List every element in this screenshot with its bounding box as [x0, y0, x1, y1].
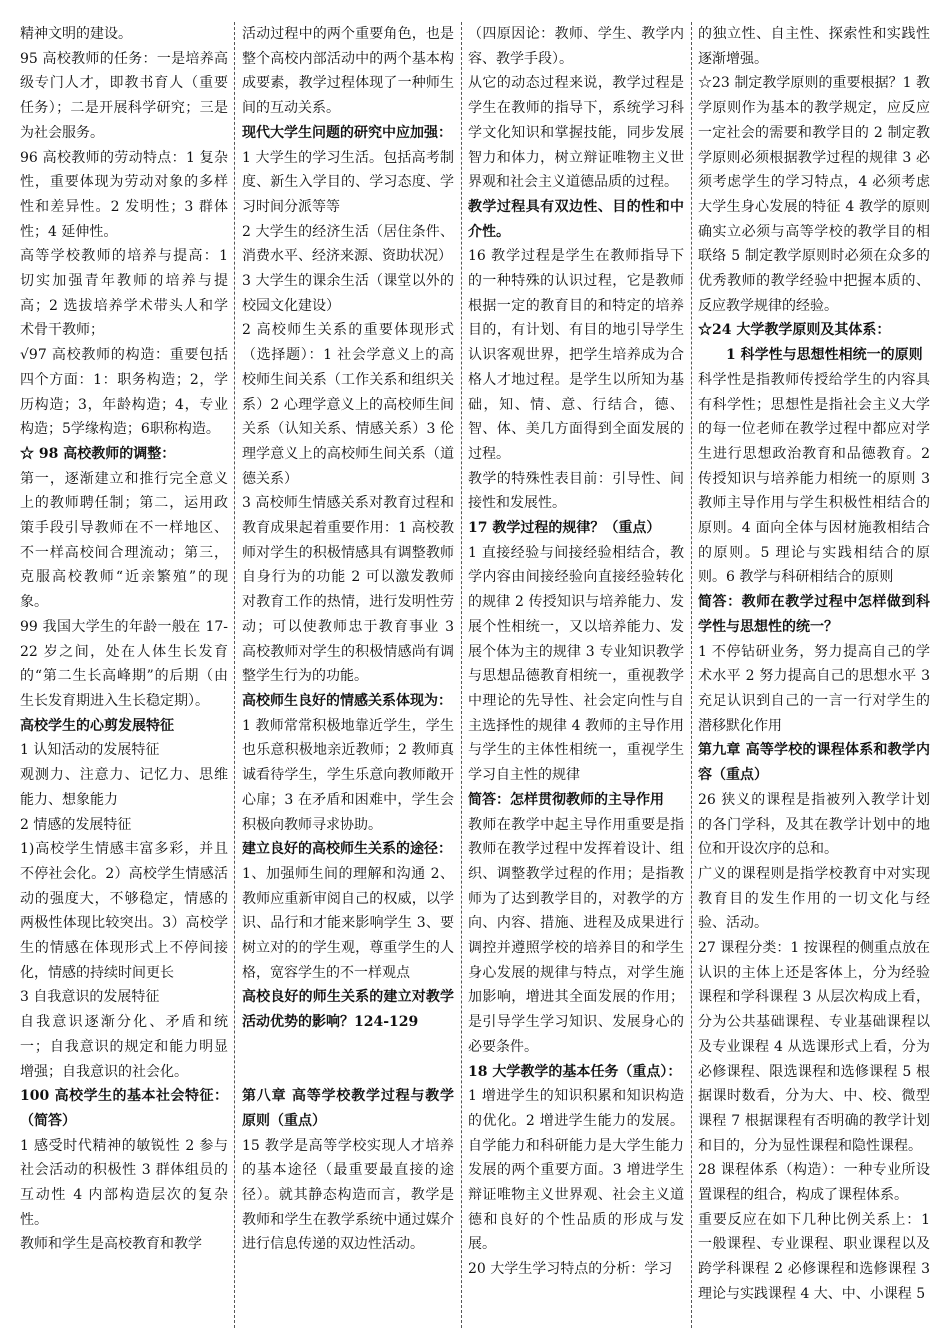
paragraph: 第一，逐渐建立和推行完全意义上的教师聘任制；第二，运用政策手段引导教师在不一样地区、不一样高校间合理流动；第三，克服高校教师“近亲繁殖”的现象。: [20, 470, 228, 611]
paragraph: 高等学校教师的培养与提高：1 切实加强青年教师的培养与提高；2 选拔培养学术带头人和学术骨干教师；: [20, 248, 228, 339]
paragraph: 2 高校师生关系的重要体现形式（选择题）：1 社会学意义上的高校师生间关系（工作关系和组织关系）2 心理学意义上的高校师生间关系（认知关系、情感关系）3 伦理学意义上的高校师生间关系（道德关系）: [242, 322, 454, 487]
heading: 教学过程具有双边性、目的性和中介性。: [468, 198, 684, 240]
paragraph: 20 大学生学习特点的分析：学习: [468, 1261, 673, 1278]
column-divider: [234, 22, 235, 1328]
paragraph: 精神文明的建设。: [20, 26, 132, 42]
heading: 17 教学过程的规律？（重点）: [468, 520, 661, 537]
heading: 简答：怎样贯彻教师的主导作用: [468, 791, 664, 808]
paragraph: 28 课程体系（构造）：一种专业所设置课程的组合，构成了课程体系。: [698, 1162, 930, 1204]
column-2: [242, 22, 454, 1328]
paragraph: 27 课程分类：1 按课程的侧重点放在认识的主体上还是客体上，分为经验课程和学科课程 3 从层次构成上看，分为公共基础课程、专业基础课程以及专业课程 4 从选课形式上看，分为必修课程、限选课程和选修课程 5 根据课时数看，分为大、中、校、微型课程 7 根据课程有否明确的教学计划和目的，分为显性课程和隐性课程。: [698, 940, 930, 1154]
column-4: [698, 22, 930, 1328]
heading: ☆24 大学教学原则及其体系：: [698, 322, 891, 339]
column-1: [20, 22, 228, 1328]
paragraph: 自我意识逐渐分化、矛盾和统一；自我意识的规定和能力明显增强；自我意识的社会化。: [20, 1014, 228, 1080]
spacer: [242, 1035, 454, 1060]
heading: 高校学生的心剪发展特征: [20, 717, 174, 734]
paragraph: 活动过程中的两个重要角色，也是整个高校内部活动中的两个基本构成要素，教学过程体现了一种师生间的互动关系。: [242, 26, 454, 117]
spacer: [242, 1060, 454, 1085]
paragraph: 15 教学是高等学校实现人才培养的基本途径（最重要最直接的途径）。就其静态构造而言，教学是教师和学生在教学系统中通过媒介进行信息传递的双边性活动。: [242, 1137, 454, 1253]
paragraph: 3 高校师生情感关系对教育过程和教育成果起着重要作用：1 高校教师对学生的积极情感具有调整教师自身行为的功能 2 可以激发教师对教育工作的热情，进行发明性劳动；可以使教师忠于教育事业 3 高校教师对学生的积极情感尚有调整学生行为的功能。: [242, 495, 454, 685]
paragraph: 重要反应在如下几种比例关系上：1 一般课程、专业课程、职业课程以及跨学科课程 2 必修课程和选修课程 3 理论与实践课程 4 大、中、小课程 5: [698, 1211, 930, 1302]
paragraph: 观测力、注意力、记忆力、思维能力、想象能力: [20, 767, 228, 808]
column-divider: [461, 22, 462, 1328]
paragraph: 2 情感的发展特征: [20, 816, 132, 833]
paragraph: ☆23 制定教学原则的重要根据？1 教学原则作为基本的教学规定，应反应一定社会的需要和教学目的 2 制定教学原则必须根据教学过程的规律 3 必须考虑学生的学习特点，4 必须考虑大学生身心发展的特征 4 教学的原则确实立必须与高等学校的教学目的相联络 5 制定教学原则时必须在众多的优秀教师的教学经验中把握本质的、反应教学规律的经验。: [698, 75, 930, 314]
paragraph: 95 高校教师的任务：一是培养高级专门人才，即教书育人（重要任务）；二是开展科学研究；三是为社会服务。: [20, 50, 228, 141]
heading: 100 高校学生的基本社会特征：（简答）: [20, 1088, 228, 1129]
paragraph: 科学性是指教师传授给学生的内容具有科学性；思想性是指社会主义大学的每一位老师在教学过程中都应对学生进行思想政治教育和品德教育。2 传授知识与培养能力相统一的原则 3 教师主导作用与学生积极性相结合的原则。4 面向全体与因材施教相结合的原则。5 理论与实践相结合的原则。6 教学与科研相结合的原则: [698, 371, 930, 586]
paragraph: 1 认知活动的发展特征: [20, 742, 160, 759]
heading: 现代大学生问题的研究中应加强：: [242, 124, 452, 141]
paragraph: 1 不停钻研业务，努力提高自己的学术水平 2 努力提高自己的思想水平 3 充足认识到自己的一言一行对学生的潜移默化作用: [698, 643, 930, 734]
document-page: [18, 22, 934, 1328]
paragraph: 1、加强师生间的理解和沟通 2、教师应重新审阅自己的权威，以学识、品行和才能来影响学生 3、要树立对的的学生观，尊重学生的人格，宽容学生的不一样观点: [242, 865, 454, 981]
column-3: [468, 22, 684, 1328]
paragraph: 16 教学过程是学生在教师指导下的一种特殊的认识过程，它是教师根据一定的教育目的和特定的培养目的，有计划、有目的地引导学生认识客观世界，把学生培养成为合格人才地过程。是学生以所知为基础，知、情、意、行结合，德、智、体、美几方面得到全面发展的过程。: [468, 248, 684, 462]
paragraph: 2 大学生的经济生活（居住条件、消费水平、经济来源、资助状况）: [242, 223, 454, 265]
heading: 建立良好的高校师生关系的途径：: [242, 841, 452, 858]
paragraph: 的独立性、自主性、探索性和实践性逐渐增强。: [698, 26, 930, 67]
paragraph: 教学的特殊性表目前：引导性、间接性和发展性。: [468, 470, 684, 512]
heading: 高校良好的师生关系的建立对教学活动优势的影响？124-129: [242, 989, 454, 1031]
paragraph: 1 感受时代精神的敏锐性 2 参与社会活动的积极性 3 群体组员的互动性 4 内部构造层次的复杂性。: [20, 1137, 228, 1228]
paragraph: 3 大学生的课余生活（课堂以外的校园文化建设）: [242, 273, 454, 314]
heading: 1 科学性与思想性相统一的原则: [726, 347, 923, 364]
paragraph: 1 教师常常积极地靠近学生，学生也乐意积极地亲近教师；2 教师真诚看待学生，学生乐意向教师敞开心扉；3 在矛盾和困难中，学生会积极向教师寻求协助。: [242, 717, 454, 833]
heading: 高校师生良好的情感关系体现为：: [242, 692, 452, 709]
column-divider: [691, 22, 692, 1328]
paragraph: 1 增进学生的知识积累和知识构造的优化。2 增进学生能力的发展。自学能力和科研能力是大学生能力发展的两个重要方面。3 增进学生辩证唯物主义世界观、社会主义道德和良好的个性品质的形成与发展。: [468, 1088, 684, 1253]
paragraph: （四原因论：教师、学生、教学内容、教学手段）。: [468, 26, 684, 67]
paragraph: 广义的课程则是指学校教育中对实现教育目的发生作用的一切文化与经验、活动。: [698, 865, 930, 932]
paragraph: 99 我国大学生的年龄一般在 17-22 岁之间，处在人体生长发育的“第二生长高峰期”的后期（由生长发育期进入生长稳定期）。: [20, 618, 228, 709]
chapter-heading: 第八章 高等学校教学过程与教学原则（重点）: [242, 1088, 454, 1129]
paragraph: 3 自我意识的发展特征: [20, 989, 160, 1006]
paragraph: 教师和学生是高校教育和教学: [20, 1236, 202, 1253]
heading: ☆ 98 高校教师的调整：: [20, 445, 176, 462]
paragraph: √97 高校教师的构造：重要包括四个方面：1：职务构造；2，学历构造；3，年龄构造；4，专业构造；5学缘构造；6职称构造。: [20, 347, 228, 438]
paragraph: 26 狭义的课程是指被列入教学计划的各门学科，及其在教学计划中的地位和开设次序的总和。: [698, 791, 930, 858]
heading: 18 大学教学的基本任务（重点）：: [468, 1063, 682, 1080]
paragraph: 从它的动态过程来说，教学过程是学生在教师的指导下，系统学习科学文化知识和掌握技能，同步发展智力和体力，树立辩证唯物主义世界观和社会主义道德品质的过程。: [468, 75, 684, 191]
chapter-heading: 第九章 高等学校的课程体系和教学内容（重点）: [698, 742, 930, 784]
paragraph: 教师在教学中起主导作用重要是指教师在教学过程中发挥着设计、组织、调整教学过程的作用；是指教师为了达到教学目的，对教学的方向、内容、措施、进程及成果进行调控并遵照学校的培养目的和学生身心发展的规律与特点，对学生施加影响，增进其全面发展的作用；是引导学生学习知识、发展身心的必要条件。: [468, 816, 684, 1055]
heading: 简答：教师在教学过程中怎样做到科学性与思想性的统一？: [698, 594, 930, 635]
paragraph: 1 直接经验与间接经验相结合，教学内容由间接经验向直接经验转化的规律 2 传授知识与培养能力、发展个性相统一，又以培养能力、发展个体为主的规律 3 专业知识教学与思想品德教育相统一，重视教学中理论的先导性、社会定向性与自主选择性的规律 4 教师的主导作用与学生的主体性相统一，重视学生学习自主性的规律: [468, 544, 684, 784]
paragraph: 96 高校教师的劳动特点：1 复杂性，重要体现为劳动对象的多样性和差异性。2 发明性；3 群体性；4 延伸性。: [20, 149, 228, 240]
paragraph: 1 大学生的学习生活。包括高考制度、新生入学目的、学习态度、学习时间分派等等: [242, 149, 454, 215]
paragraph: 1)高校学生情感丰富多彩，并且不停社会化。2）高校学生情感活动的强度大，不够稳定，情感的两极性体现比较突出。3）高校学生的情感在体现形式上不停间接化，情感的持续时间更长: [20, 841, 228, 981]
